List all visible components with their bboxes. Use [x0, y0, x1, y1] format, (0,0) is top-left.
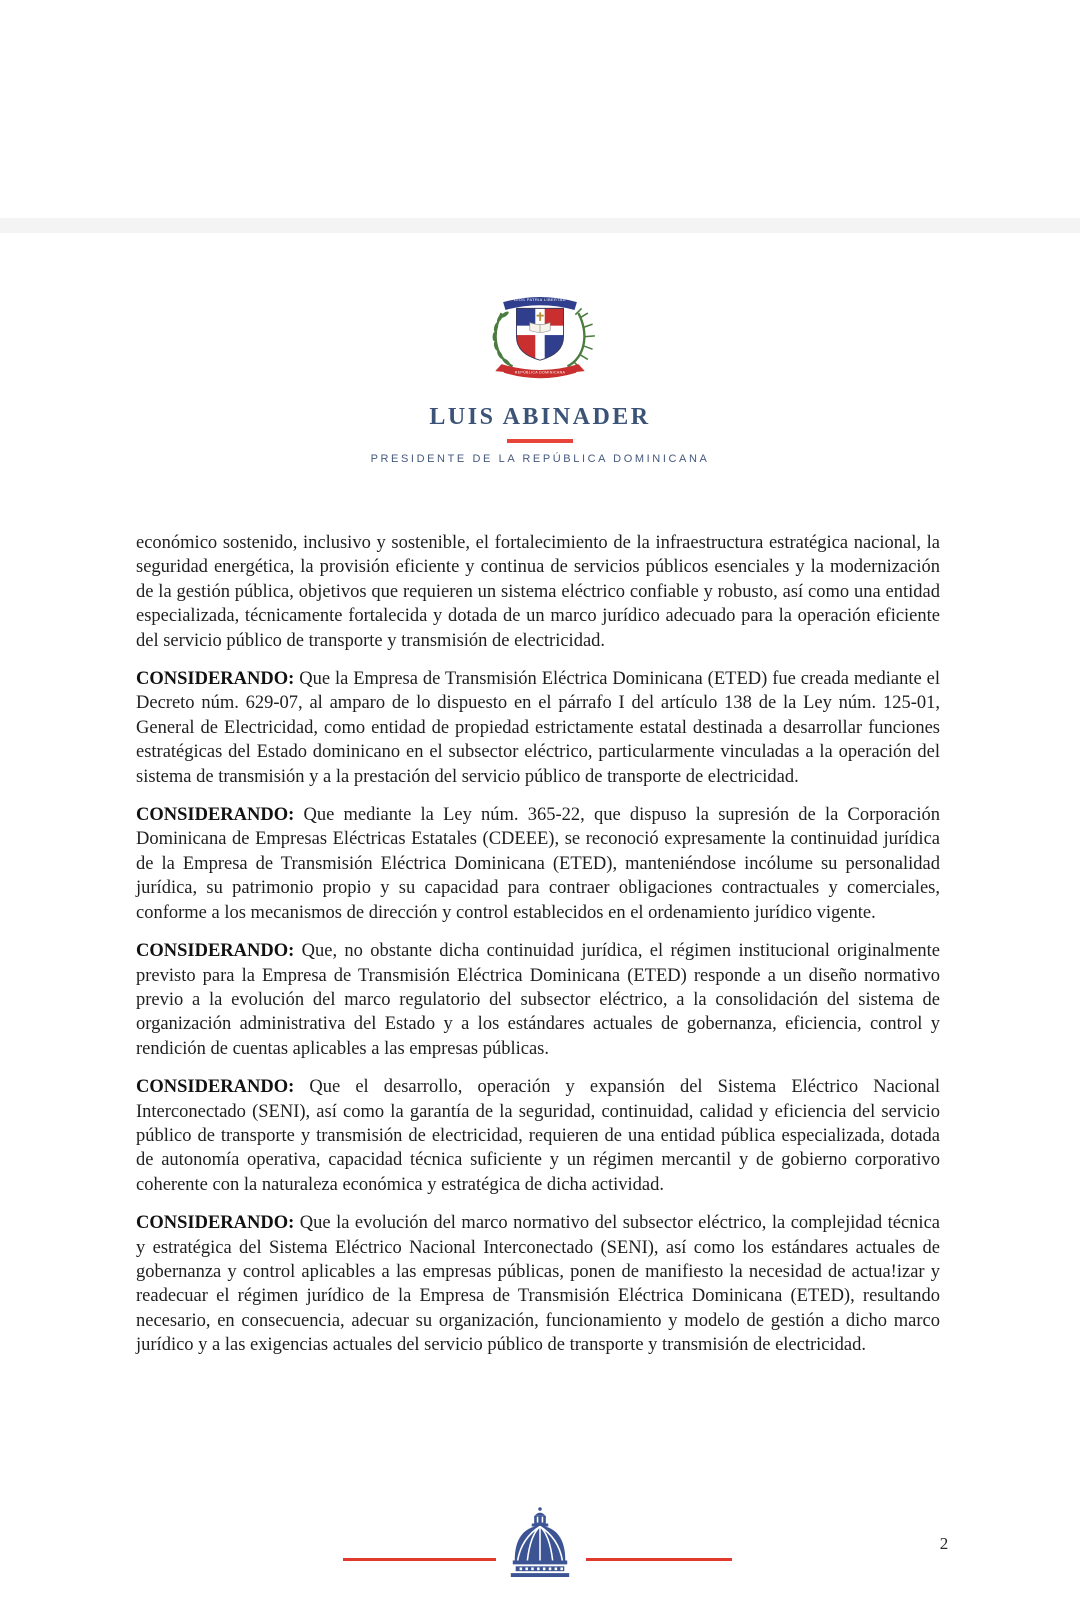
considerando-label: CONSIDERANDO: [136, 1077, 295, 1098]
considerando-paragraph [136, 939, 940, 1061]
arms-ribbon-text: REPÚBLICA DOMINICANA [514, 370, 566, 375]
considerando-label: CONSIDERANDO: [136, 805, 295, 826]
considerando-label: CONSIDERANDO: [136, 941, 295, 962]
paragraph-text: económico sostenido, inclusivo y sostenible, el fortalecimiento de la infraestructura estratégica nacional, la seguridad energética, la provisión eficiente y continua de servicios públicos esenciales y la modernización de la gestión pública, objetivos que requieren un sistema eléctrico confiable y robusto, así como una entidad especializada, técnicamente fortalecida y dotada de un marco jurídico adecuado para la operación eficiente del servicio público de transporte y transmisión de electricidad. [136, 533, 940, 651]
footer-rule-right [586, 1558, 732, 1561]
dominican-coat-of-arms-icon [481, 288, 599, 390]
letterhead [0, 288, 1080, 465]
considerando-paragraph [136, 667, 940, 789]
national-palace-dome-icon [505, 1506, 575, 1578]
president-title: PRESIDENTE DE LA REPÚBLICA DOMINICANA [370, 453, 710, 465]
considerando-paragraph [136, 1211, 940, 1357]
name-underline-rule [507, 439, 573, 443]
document-body [136, 531, 940, 1372]
scan-artifact-band [0, 218, 1080, 233]
paragraph-text: Que mediante la Ley núm. 365-22, que dispuso la supresión de la Corporación Dominicana de Empresas Eléctricas Estatales (CDEEE), se reconoció expresamente la continuidad jurídica de la Empresa de Transmisión Eléctrica Dominicana (ETED), manteniéndose incólume su personalidad jurídica, su patrimonio propio y su capacidad para contraer obligaciones contractuales y comerciales, conforme a los mecanismos de dirección y control establecidos en el ordenamiento jurídico vigente. [136, 805, 940, 923]
considerando-label: CONSIDERANDO: [136, 669, 295, 690]
considerando-paragraph [136, 803, 940, 925]
president-name: LUIS ABINADER [429, 404, 651, 430]
paragraph-text: Que el desarrollo, operación y expansión del Sistema Eléctrico Nacional Interconectado (SENI), así como la garantía de la seguridad, continuidad, calidad y eficiencia del servicio público de transporte y transmisión de electricidad, requieren de una entidad pública especializada, dotada de autonomía operativa, capacidad técnica suficiente y un régimen mercantil y de gobierno corporativo coherente con la naturaleza económica y estratégica de dicha actividad. [136, 1077, 940, 1195]
considerando-paragraph [136, 1075, 940, 1197]
paragraph-text: Que la Empresa de Transmisión Eléctrica Dominicana (ETED) fue creada mediante el Decreto núm. 629-07, al amparo de lo dispuesto en el párrafo I del artículo 138 de la Ley núm. 125-01, General de Electricidad, como entidad de propiedad estrictamente estatal destinada a desarrollar funciones estratégicas del Estado dominicano en el subsector eléctrico, particularmente vinculadas a la operación del sistema de transmisión y a la prestación del servicio público de transporte de electricidad. [136, 669, 940, 787]
paragraph-continuation [136, 531, 940, 653]
paragraph-text: Que, no obstante dicha continuidad jurídica, el régimen institucional originalmente previsto para la Empresa de Transmisión Eléctrica Dominicana (ETED) responde a un diseño normativo previo a la evolución del marco regulatorio del subsector eléctrico, a la consolidación del sistema de organización administrativa del Estado y a los estándares actuales de gobernanza, eficiencia, control y rendición de cuentas aplicables a las empresas públicas. [136, 941, 940, 1059]
paragraph-text: Que la evolución del marco normativo del subsector eléctrico, la complejidad técnica y estratégica del Sistema Eléctrico Nacional Interconectado (SENI), así como los estándares actuales de gobernanza y control aplicables a las empresas públicas, ponen de manifiesto la necesidad de actua!izar y readecuar el régimen jurídico de la Empresa de Transmisión Eléctrica Dominicana (ETED), resultando necesario, en consecuencia, adecuar su organización, funcionamiento y modelo de gestión a dicho marco jurídico y a las exigencias actuales del servicio público de transporte y transmisión de electricidad. [136, 1213, 940, 1356]
arms-motto-text: DIOS PATRIA LIBERTAD [514, 296, 566, 302]
footer-rule-left [343, 1558, 496, 1561]
page-number: 2 [939, 1534, 949, 1553]
considerando-label: CONSIDERANDO: [136, 1213, 295, 1234]
